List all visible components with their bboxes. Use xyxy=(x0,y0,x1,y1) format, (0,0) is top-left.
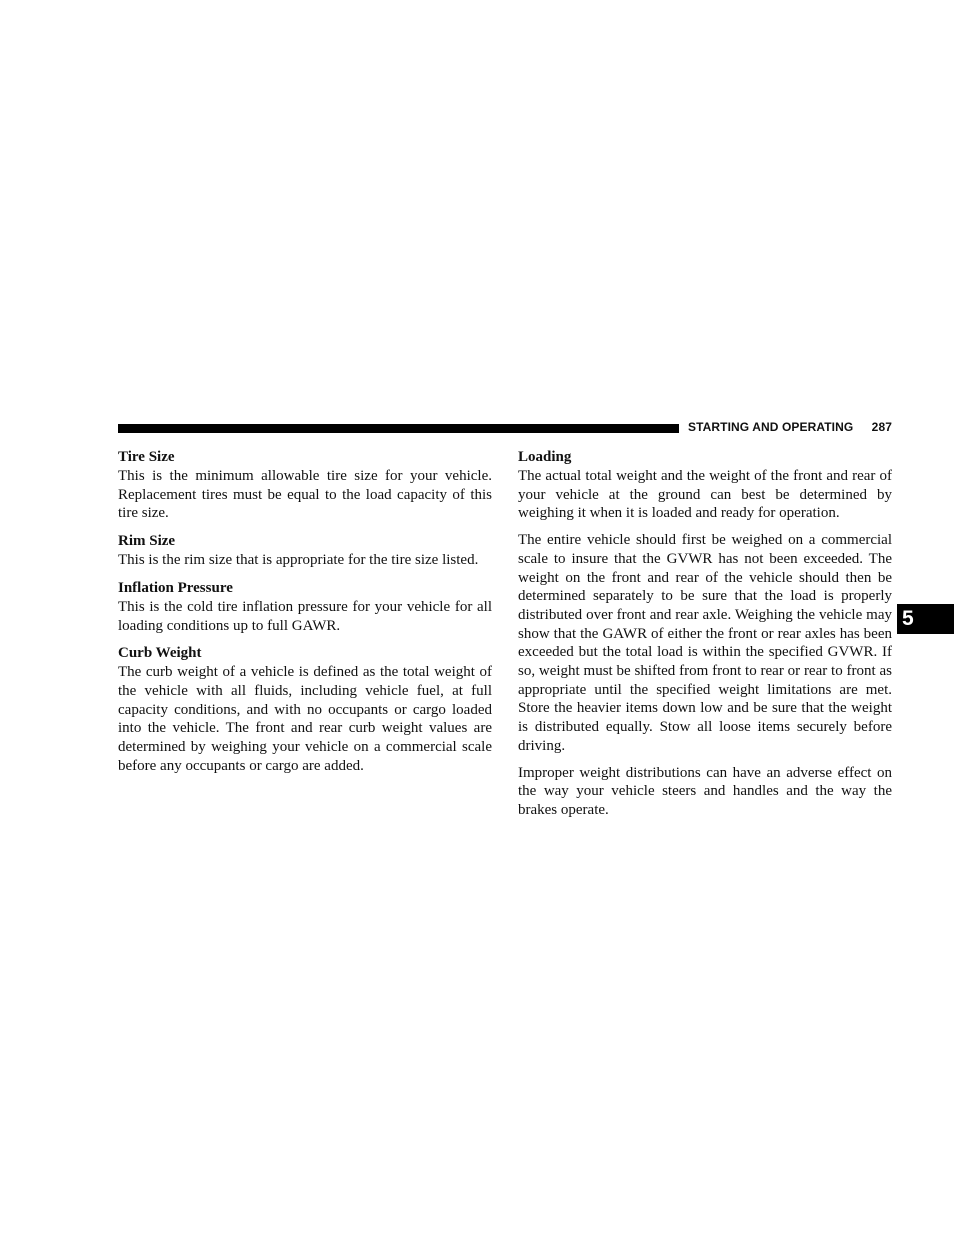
section-tire-size xyxy=(118,448,492,523)
left-column xyxy=(118,448,492,784)
section-heading: Rim Size xyxy=(118,533,176,550)
section-body: This is the cold tire inflation pressure for your vehicle for all loading conditions up to full GAWR. xyxy=(118,598,492,634)
section-curb-weight xyxy=(118,644,492,775)
section-heading: Tire Size xyxy=(118,449,175,465)
section-body: This is the minimum allowable tire size for your vehicle. Replacement tires must be equal to the load capacity of this tire size. xyxy=(118,468,492,522)
page-number: 287 xyxy=(871,420,892,434)
loading-paragraph: The actual total weight and the weight of the front and rear of your vehicle at the ground can best be determined by weighing it when it is loaded and ready for operation. xyxy=(518,468,892,522)
right-column xyxy=(518,448,892,828)
section-title: STARTING AND OPERATING xyxy=(688,420,854,434)
section-rim-size xyxy=(118,532,492,570)
section-inflation-pressure xyxy=(118,579,492,635)
chapter-tab: 5 xyxy=(897,604,954,634)
loading-paragraph: The entire vehicle should first be weighed on a commercial scale to insure that the GVWR has not been exceeded. The weight on the front and rear of the vehicle should then be determined separately to be sure that the load is properly distributed over front and rear axle. Weighing the vehicle may show that the GAWR of either the front or rear axles has been exceeded but the total load is within the specified GVWR. If so, weight must be shifted from front to rear or rear to front as appropriate until the specified weight limitations are met. Store the heavier items down low and be sure that the weight is distributed equally. Stow all loose items securely before driving. xyxy=(518,532,892,754)
running-header xyxy=(688,420,892,436)
section-body: The curb weight of a vehicle is defined as the total weight of the vehicle with all fluids, including vehicle fuel, at full capacity conditions, and with no occupants or cargo loaded into the vehicle. The front and rear curb weight values are determined by weighing your vehicle on a commercial scale before any occupants or cargo are added. xyxy=(118,664,492,774)
section-heading: Curb Weight xyxy=(118,645,202,662)
section-heading-loading: Loading xyxy=(518,449,572,465)
section-body: This is the rim size that is appropriate for the tire size listed. xyxy=(118,552,479,569)
loading-paragraph: Improper weight distributions can have an adverse effect on the way your vehicle steers and handles and the way the brakes operate. xyxy=(518,764,892,818)
header-rule xyxy=(118,424,679,433)
section-heading: Inflation Pressure xyxy=(118,579,233,596)
